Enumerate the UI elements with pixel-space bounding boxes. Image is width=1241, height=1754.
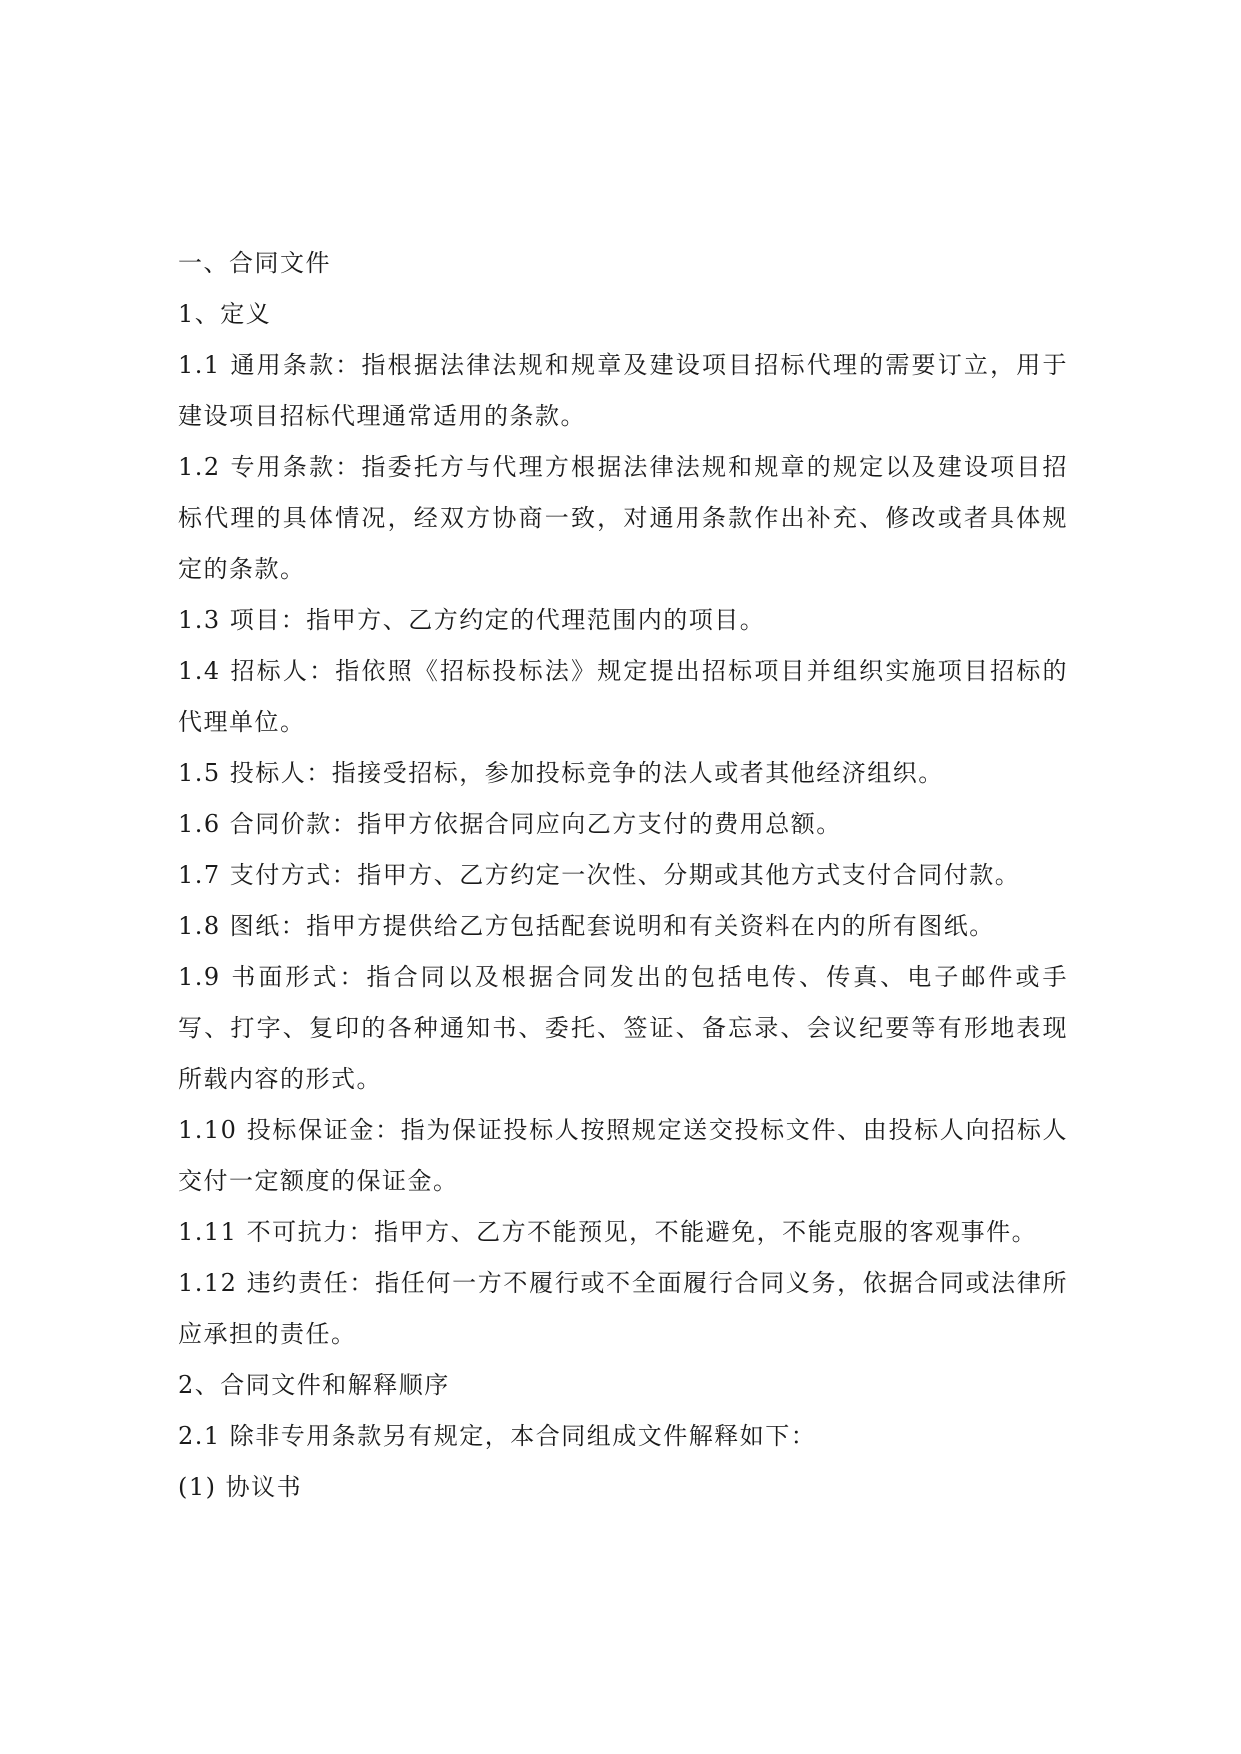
section-heading: 一、合同文件 — [178, 249, 331, 277]
clause-1-7: 1.7 支付方式：指甲方、乙方约定一次性、分期或其他方式支付合同付款。 — [178, 861, 1021, 889]
clause-1-3: 1.3 项目：指甲方、乙方约定的代理范围内的项目。 — [178, 606, 766, 634]
document-body — [178, 238, 1068, 1513]
subsection-heading-2: 2、合同文件和解释顺序 — [178, 1371, 450, 1399]
clause-2-1: 2.1 除非专用条款另有规定，本合同组成文件解释如下： — [178, 1422, 817, 1450]
clause-1-10: 1.10 投标保证金：指为保证投标人按照规定送交投标文件、由投标人向招标人交付一定额度的保证金。 — [178, 1116, 1068, 1195]
clause-1-5: 1.5 投标人：指接受招标，参加投标竞争的法人或者其他经济组织。 — [178, 759, 944, 787]
clause-1-6: 1.6 合同价款：指甲方依据合同应向乙方支付的费用总额。 — [178, 810, 842, 838]
clause-1-11: 1.11 不可抗力：指甲方、乙方不能预见，不能避免，不能克服的客观事件。 — [178, 1218, 1038, 1246]
clause-1-12: 1.12 违约责任：指任何一方不履行或不全面履行合同义务，依据合同或法律所应承担的责任。 — [178, 1269, 1068, 1348]
subsection-heading: 1、定义 — [178, 300, 272, 328]
clause-1-9: 1.9 书面形式：指合同以及根据合同发出的包括电传、传真、电子邮件或手写、打字、复印的各种通知书、委托、签证、备忘录、会议纪要等有形地表现所载内容的形式。 — [178, 963, 1068, 1093]
clause-1-2: 1.2 专用条款：指委托方与代理方根据法律法规和规章的规定以及建设项目招标代理的具体情况，经双方协商一致，对通用条款作出补充、修改或者具体规定的条款。 — [178, 453, 1068, 583]
clause-1-8: 1.8 图纸：指甲方提供给乙方包括配套说明和有关资料在内的所有图纸。 — [178, 912, 995, 940]
list-item-1: (1) 协议书 — [178, 1473, 303, 1501]
clause-1-4: 1.4 招标人：指依照《招标投标法》规定提出招标项目并组织实施项目招标的代理单位。 — [178, 657, 1068, 736]
clause-1-1: 1.1 通用条款：指根据法律法规和规章及建设项目招标代理的需要订立，用于建设项目招标代理通常适用的条款。 — [178, 351, 1068, 430]
